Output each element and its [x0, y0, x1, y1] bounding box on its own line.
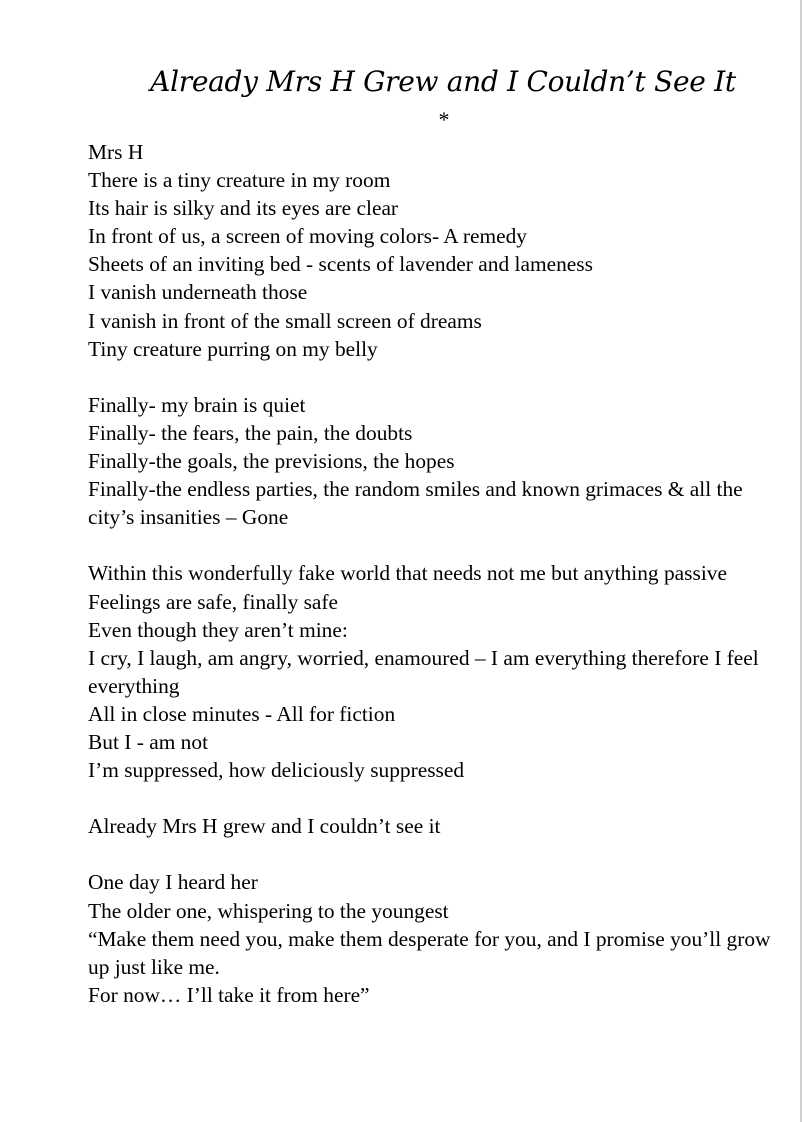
stanza-4 — [88, 812, 788, 840]
stanza-1 — [88, 138, 788, 363]
poem-line: Finally-the endless parties, the random smiles and known grimaces & all the city’s insanities – Gone — [88, 477, 743, 530]
poem-line: In front of us, a screen of moving colors- A remedy — [88, 224, 527, 249]
poem-line: Even though they aren’t mine: — [88, 617, 348, 642]
poem-line: I’m suppressed, how deliciously suppressed — [88, 758, 465, 783]
poem-line: Within this wonderfully fake world that needs not me but anything passive — [88, 561, 727, 586]
poem-line: All in close minutes - All for fiction — [88, 701, 396, 726]
poem-line: “Make them need you, make them desperate for you, and I promise you’ll grow up just like me. — [88, 926, 771, 979]
stanza-3 — [88, 559, 788, 784]
poem-body — [88, 138, 788, 1037]
poem-line: Finally-the goals, the previsions, the hopes — [88, 449, 455, 474]
poem-line: Mrs H — [88, 140, 144, 164]
poem-title: Already Mrs H Grew and I Couldn’t See It — [150, 65, 736, 98]
poem-line: I cry, I laugh, am angry, worried, enamoured – I am everything therefore I feel everything — [88, 645, 759, 698]
poem-line: Sheets of an inviting bed - scents of lavender and lameness — [88, 252, 593, 277]
title-separator: * — [438, 107, 450, 132]
poem-line: I vanish underneath those — [88, 280, 308, 305]
poem-line: But I - am not — [88, 729, 209, 754]
poem-line: Feelings are safe, finally safe — [88, 589, 339, 614]
poem-line: There is a tiny creature in my room — [88, 168, 391, 193]
poem-line: One day I heard her — [88, 870, 258, 895]
stanza-5 — [88, 868, 788, 1008]
stanza-2 — [88, 391, 788, 531]
poem-line: Tiny creature purring on my belly — [88, 336, 378, 361]
poem-line: For now… I’ll take it from here” — [88, 982, 370, 1007]
poem-line: Finally- my brain is quiet — [88, 392, 306, 417]
poem-line: Already Mrs H grew and I couldn’t see it — [88, 814, 441, 839]
poem-line: I vanish in front of the small screen of dreams — [88, 308, 482, 333]
poem-line: The older one, whispering to the youngest — [88, 898, 449, 923]
poem-line: Its hair is silky and its eyes are clear — [88, 196, 399, 221]
poem-line: Finally- the fears, the pain, the doubts — [88, 420, 413, 445]
